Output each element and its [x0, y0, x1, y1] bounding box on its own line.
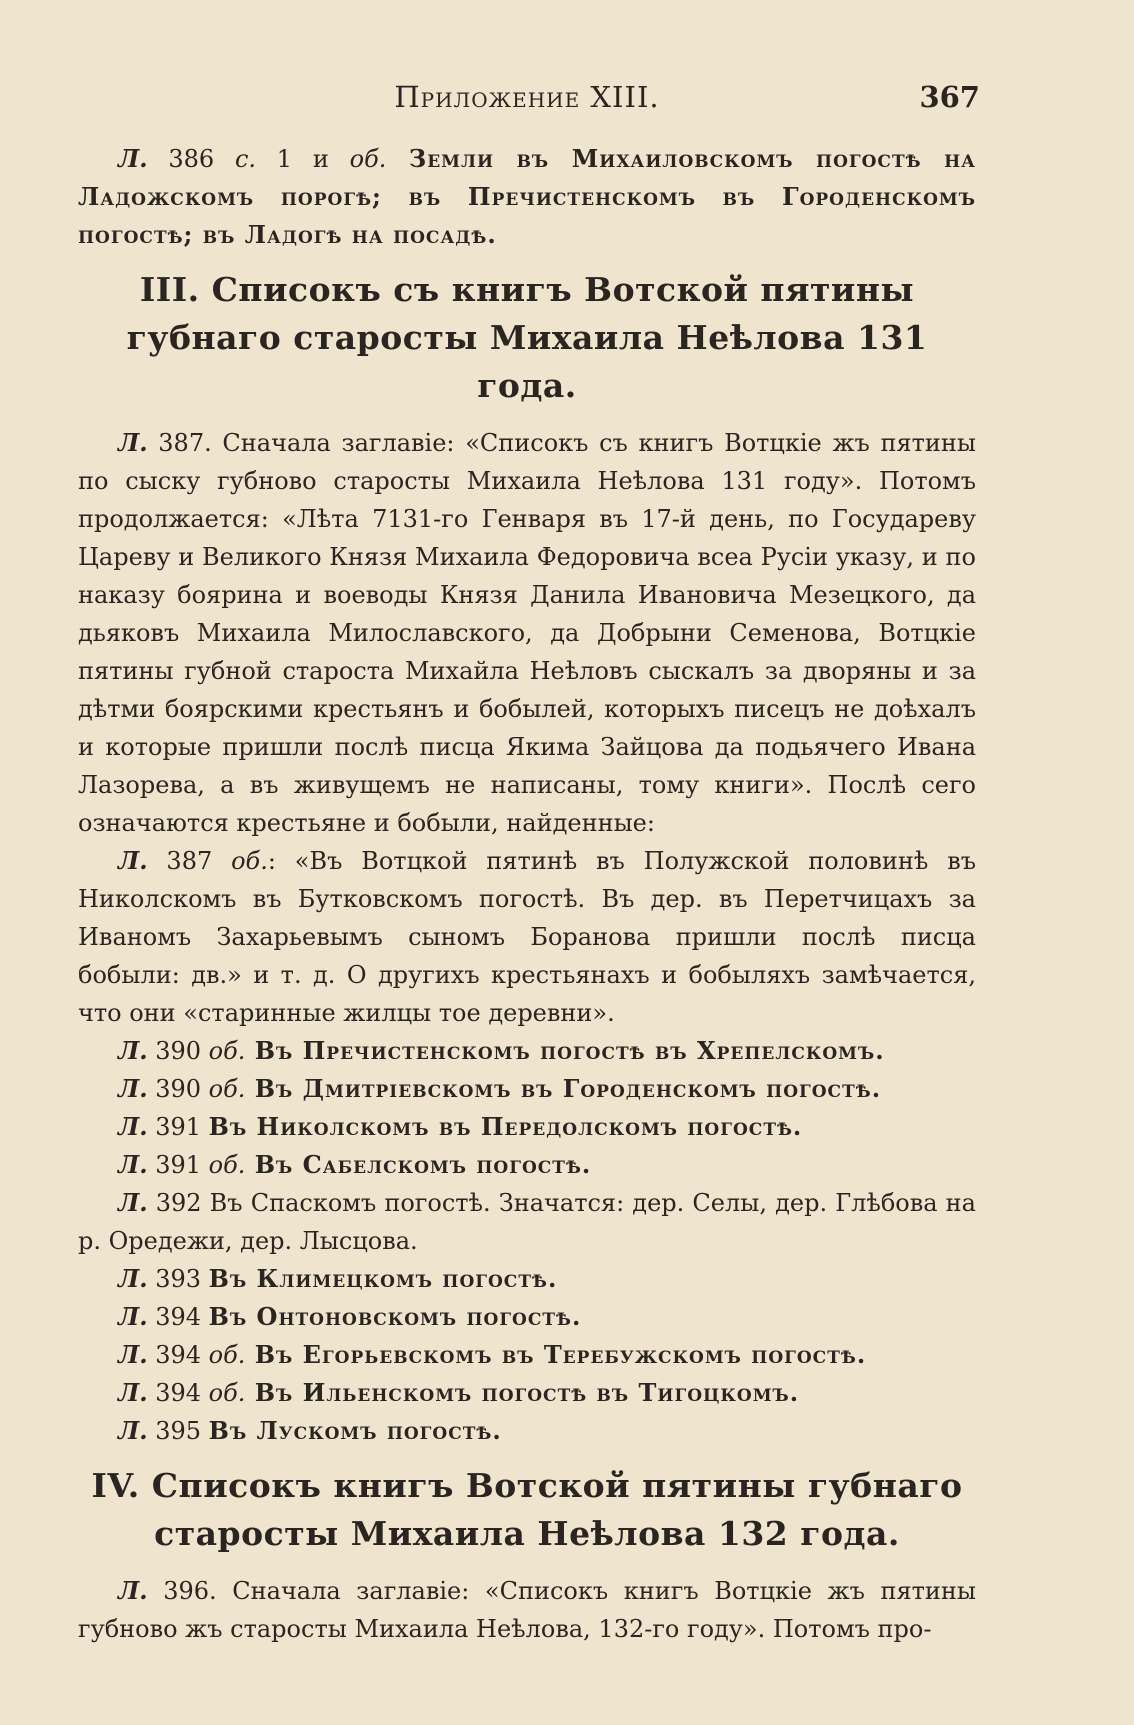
folio-ref: Л.: [118, 1264, 148, 1293]
item-text: Въ Лускомъ погостѣ.: [208, 1416, 502, 1445]
paragraph-text: 396. Сначала заглавіе: «Списокъ книгъ Вотцкіе жъ пятины губново жъ старосты Михаила Неѣлова, 132-го году». Потомъ про-: [78, 1577, 976, 1643]
page-body: [78, 140, 976, 1648]
paragraph-text: : «Въ Вотцкой пятинѣ въ Полужской половинѣ въ Николскомъ въ Бутковскомъ погостѣ. Въ дер. въ Перетчицахъ за Иваномъ Захарьевымъ сыномъ Боранова пришли послѣ писца бобыли: дв.» и т. д. О другихъ крестьянахъ и бобыляхъ замѣчается, что они «старинные жилцы тое деревни».: [78, 847, 976, 1027]
folio-number: 395: [147, 1417, 209, 1445]
section-3-heading: III. Списокъ съ книгъ Вотской пятины губнаго старосты Михаила Неѣлова 131 года.: [126, 270, 928, 405]
folio-number: 392: [147, 1189, 210, 1217]
list-item: [78, 1298, 976, 1336]
list-item: [78, 1184, 976, 1260]
list-item: [78, 1070, 976, 1108]
folio-verso: об.: [231, 847, 268, 875]
item-text: Въ Николскомъ въ Передолскомъ погостѣ.: [208, 1112, 803, 1141]
list-item: [78, 1336, 976, 1374]
list-item: [78, 1146, 976, 1184]
folio-ref: Л.: [118, 1416, 148, 1445]
folio-ref: Л.: [118, 1576, 148, 1605]
folio-number: 394: [147, 1341, 209, 1369]
list-item: [78, 1260, 976, 1298]
folio-verso: об.: [349, 145, 387, 173]
item-text: Въ Пречистенскомъ погостѣ въ Хрепелскомъ.: [245, 1036, 885, 1065]
folio-number: 391: [147, 1151, 209, 1179]
folio-ref: Л.: [118, 1112, 148, 1141]
list-item: [78, 1032, 976, 1070]
intro-paragraph: [78, 140, 976, 254]
running-header: [78, 80, 980, 120]
folio-side: с.: [234, 145, 257, 173]
folio-verso: об.: [208, 1341, 246, 1369]
folio-number: 391: [147, 1113, 209, 1141]
list-item: [78, 1412, 976, 1450]
folio-ref: Л.: [118, 1036, 148, 1065]
folio-ref: Л.: [118, 1378, 148, 1407]
section-3-paragraph-1: [78, 424, 976, 842]
folio-verso: об.: [208, 1037, 246, 1065]
folio-ref: Л.: [118, 846, 148, 875]
intro-text: Земли въ Михаиловскомъ погостѣ на Ладожскомъ порогѣ; въ Пречистенскомъ въ Городенскомъ погостѣ; въ Ладогѣ на посадѣ.: [78, 144, 976, 249]
folio-list: [78, 1032, 976, 1450]
item-text: Въ Дмитріевскомъ въ Городенскомъ погостѣ.: [245, 1074, 882, 1103]
item-text: Въ Онтоновскомъ погостѣ.: [208, 1302, 582, 1331]
folio-number-2: 1 и: [256, 145, 350, 173]
folio-ref: Л.: [118, 144, 148, 173]
page-number: 367: [919, 80, 980, 114]
running-title: Приложение XIII.: [394, 80, 660, 114]
folio-verso: об.: [208, 1075, 246, 1103]
folio-verso: об.: [208, 1379, 246, 1407]
section-3-paragraph-2: [78, 842, 976, 1032]
item-text: Въ Сабелскомъ погостѣ.: [245, 1150, 592, 1179]
item-text: Въ Климецкомъ погостѣ.: [208, 1264, 558, 1293]
folio-number: 386: [147, 145, 235, 173]
folio-number: 390: [147, 1075, 209, 1103]
paragraph-text: 387. Сначала заглавіе: «Списокъ съ книгъ Вотцкіе жъ пятины по сыску губново старосты Михаила Неѣлова 131 году». Потомъ продолжается: «Лѣта 7131-го Генваря въ 17-й день, по Государеву Цареву и Великого Князя Михаила Федоровича всеа Русіи указу, и по наказу боярина и воеводы Князя Данила Ивановича Мезецкого, да дьяковъ Михаила Милославского, да Добрыни Семенова, Вотцкіе пятины губной староста Михайла Неѣловъ сыскалъ за дворяны и за дѣтми боярскими крестьянъ и бобылей, которыхъ писецъ не доѣхалъ и которые пришли послѣ писца Якима Зайцова да подьячего Ивана Лазорева, а въ живущемъ не написаны, тому книги». Послѣ сего означаются крестьяне и бобыли, найденные:: [78, 429, 976, 837]
folio-ref: Л.: [118, 1150, 148, 1179]
folio-number: 387: [147, 847, 232, 875]
folio-verso: об.: [208, 1151, 246, 1179]
folio-ref: Л.: [118, 1074, 148, 1103]
item-text: Въ Егорьевскомъ въ Теребужскомъ погостѣ.: [245, 1340, 867, 1369]
folio-number: 394: [147, 1303, 209, 1331]
folio-number: 390: [147, 1037, 209, 1065]
item-text: Въ Ильенскомъ погостѣ въ Тигоцкомъ.: [245, 1378, 800, 1407]
section-4-paragraph-1: [78, 1572, 976, 1648]
list-item: [78, 1108, 976, 1146]
folio-ref: Л.: [118, 1188, 148, 1217]
item-text: Въ Спаскомъ погостѣ. Значатся: дер. Селы, дер. Глѣбова на р. Оредежи, дер. Лысцова.: [78, 1189, 976, 1255]
folio-ref: Л.: [118, 1302, 148, 1331]
folio-number: 394: [147, 1379, 209, 1407]
list-item: [78, 1374, 976, 1412]
section-4-heading: IV. Списокъ книгъ Вотской пятины губнаго старосты Михаила Неѣлова 132 года.: [91, 1466, 963, 1553]
folio-ref: Л.: [118, 1340, 148, 1369]
folio-ref: Л.: [118, 428, 148, 457]
folio-number: 393: [147, 1265, 209, 1293]
